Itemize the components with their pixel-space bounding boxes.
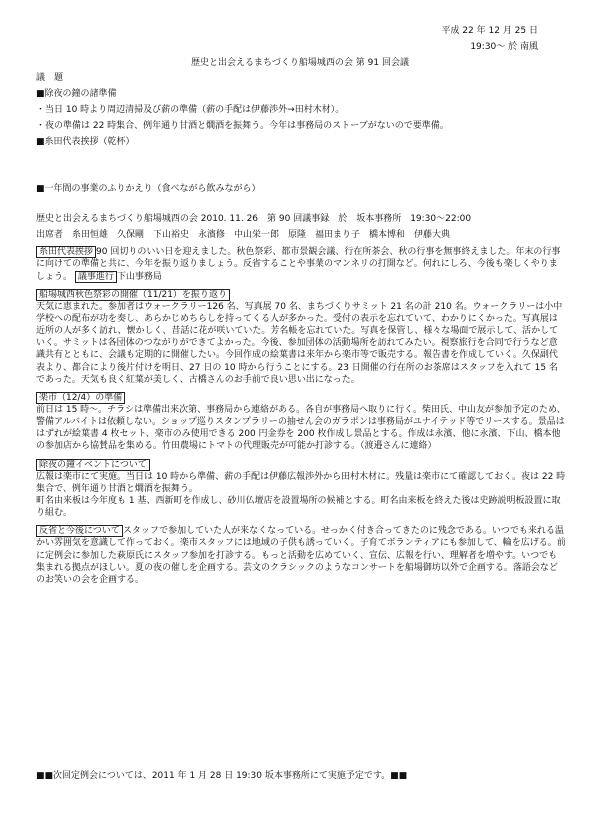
agenda-list <box>36 88 566 149</box>
section-autumn-event <box>36 289 566 386</box>
section-label: 糸田代表挨拶 <box>36 246 96 258</box>
attendees: 出席者 糸田恒雄 久保剛 下山裕史 永濱修 中山栄一郎 原隆 福田まり子 橋本博和 伊藤大典 <box>36 230 451 241</box>
section-label: 楽市（12/4）の準備 <box>36 392 125 404</box>
section-text: 90 回切りのいい日を迎えました。秋色祭彩、都市景観会議、行在所茶会、秋の行事を無事終えました。年末の行事に向けての準備と共に、今年を振り返りましょう。反省することや事業のマンネリの打開など。何れにしろ、今後も楽しくやりましょう。 <box>36 247 561 282</box>
section-greeting <box>36 246 566 282</box>
section-text: 前日は 15 時～。チラシは準備出来次第、事務局から連絡がある。各自が事務局へ取りに行く。柴田氏、中山友が参加予定のため、警備アルバイトは依頼しない。ショップ巡りスタンプラリーの抽せん会のガラポンは事務局がユナイテッド等でリースする。景品ははずれが絵葉書 4 枚セット、楽市のみ使用できる 200 円金券を 200 枚作成し景品とする。作成は永濱、他に永濱、下山、橋本他の参加店から協賛品を集める。竹田農場にトマトの代理販売が可能か打診する。（渡邉さんに連絡） <box>36 404 566 452</box>
section-text: スタッフで参加していた人が来なくなっている。せっかく付き合ってきたのに残念である。いつでも来れる温かい雰囲気を意識して作っておく。楽市スタッフには地域の子供も誘っていく。子育てボランティアにも参加して、輪を広げる。前に定例会に参加した萩原氏にスタッフ参加を打診する。もっと活動を広めていく、宣伝、広報を行い、理解者を増やす。いつでも集まれる拠点がほしい。夏の夜の催しを企画する。芸文のクラシックのようなコンサートを船場御坊以外で企画する。落語会などのお笑いの会を企画する。 <box>36 526 566 585</box>
section-label: 反省と今後について <box>36 525 123 537</box>
section-joya-event <box>36 459 566 520</box>
minutes-section <box>36 213 566 586</box>
meeting-time-place: 19:30～ 於 南風 <box>470 42 538 52</box>
section-rakuichi <box>36 392 566 453</box>
agenda-item2-heading: ■糸田代表挨拶（乾杯） <box>36 137 135 148</box>
next-meeting-note: ■■次回定例会については、2011 年 1 月 28 日 19:30 坂本事務所にて実施予定です。■■ <box>36 771 408 781</box>
section-reflection <box>36 525 566 586</box>
section-text: 広報は楽市にて実施。当日は 10 時から準備、薪の手配は伊藤広報渉外から田村木材に。残量は楽市にて確認しておく。夜は 22 時集合で、例年通り甘酒と燗酒を振舞う。 <box>36 471 566 494</box>
meeting-date: 平成 22 年 12 月 25 日 <box>441 26 538 36</box>
meeting-title: 歴史と出会えるまちづくり船場城西の会 第 91 回会議 <box>191 58 409 68</box>
section-text: 天気に恵まれた。参加者はウォークラリー126 名、写真展 70 名、まちづくりサミット 21 名の計 210 名。ウォークラリーは小中学校への配布が功を奏し、あらかじめちらしを持ってくる人が多かった。受付の表示を忘れていて、わかりにくかった。写真展は近所の人が多く訪れ、懐かしく、昔話に花が咲いていた。芳名帳を忘れていた。写真を保管し、様々な場面で展示して、活かしていく。サミットは各団体のつながりができてよかった。今後、参加団体の活動場所を訪れてみたい。視察旅行を合同で行うなど意識共有とともに、会議も定期的に開催したい。今回作成の絵葉書は来年から楽市等で販売する。報告書を作成していく。久保副代表より、都合により後片付けを明日、27 日の 10 時から行うことにする。23 日開催の行在所のお茶席はスタッフを入れて 15 名であった。天気も良く紅葉が美しく、古橋さんのお手前で良い思い出になった。 <box>36 301 563 385</box>
section-label: 除夜の鐘イベントについて <box>36 459 150 471</box>
agenda-item3-heading: ■一年間の事業のふりかえり（食べながら飲みながら） <box>36 184 261 194</box>
minutes-header: 歴史と出会えるまちづくり船場城西の会 2010. 11. 26 第 90 回議事録 於 坂本事務所 19:30～22:00 <box>36 214 472 224</box>
agenda-label: 議 題 <box>36 73 64 83</box>
section-text: 町名由来板は今年度も 1 基、西新町を作成し、砂川仏壇店を設置場所の候補とする。町名由来板を終えた後は史跡説明板設置に取り組む。 <box>36 495 561 519</box>
agenda-item1-heading: ■除夜の鐘の諸準備 <box>36 89 117 99</box>
agenda-item3 <box>36 183 566 195</box>
chair-label: 議事進行 <box>75 271 117 283</box>
agenda-item1-line: ・当日 10 時より周辺清掃及び薪の準備（薪の手配は伊藤渉外→田村木材）。 <box>36 105 345 116</box>
section-label: 船場城西秋色祭彩の開催（11/21）を振り返り <box>36 289 230 301</box>
agenda-item1-line: ・夜の準備は 22 時集合、例年通り甘酒と燗酒を振舞う。今年は事務局のストーブがないので要準備。 <box>36 121 449 132</box>
chair-name: 下山事務局 <box>116 271 162 282</box>
